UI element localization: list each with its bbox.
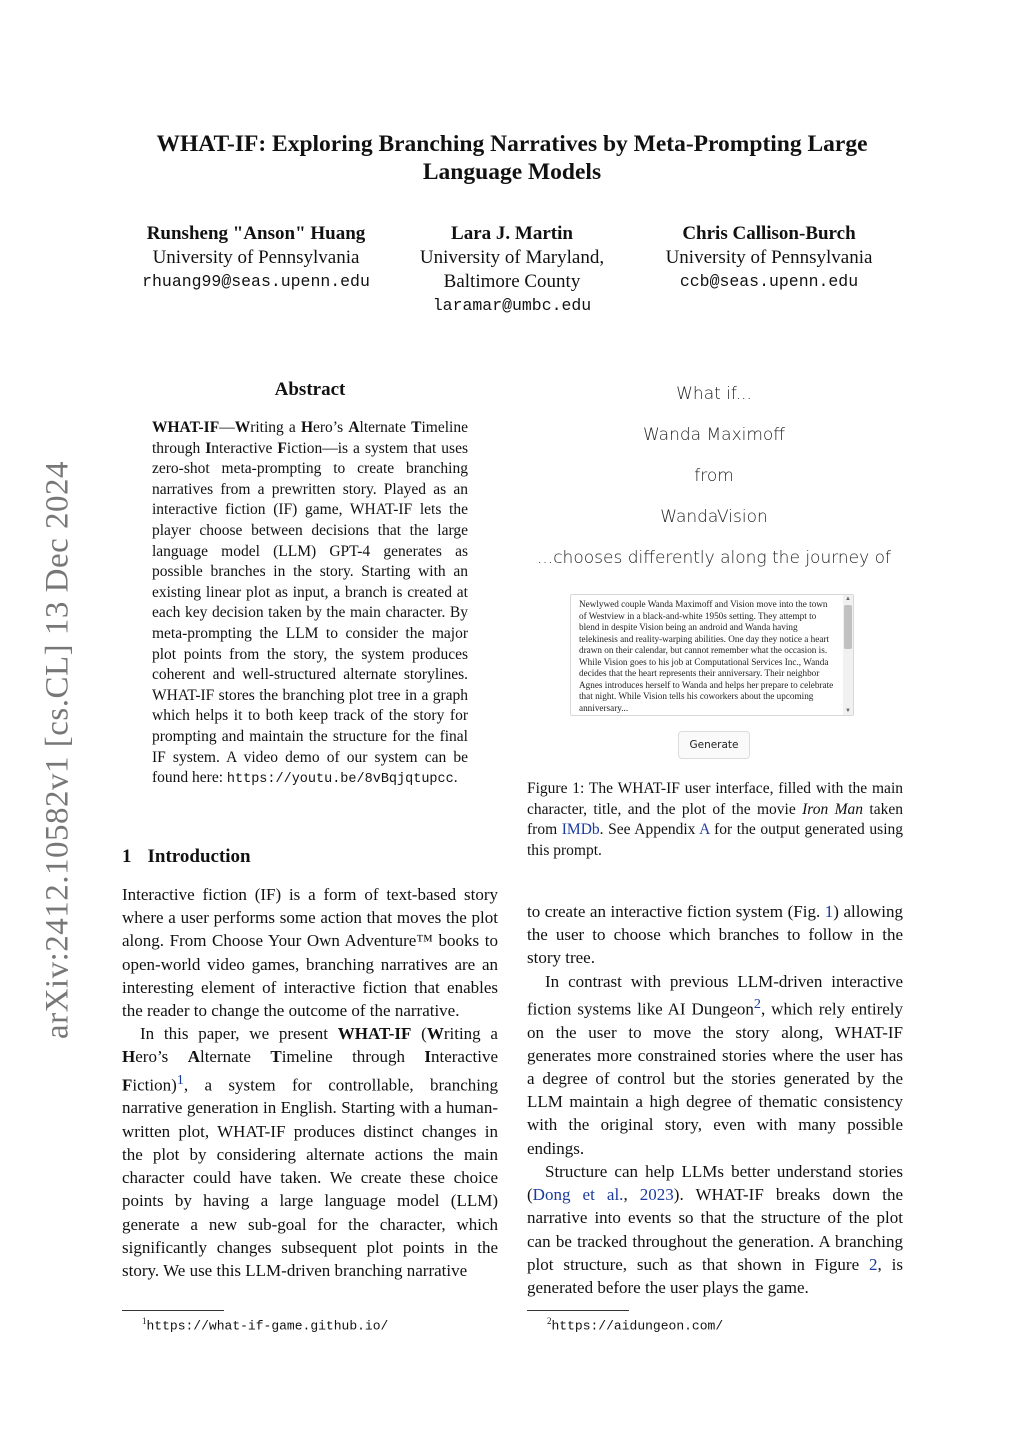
- scroll-up-icon[interactable]: ▲: [845, 596, 851, 602]
- author-affiliation: University of Pennsylvania: [152, 247, 360, 268]
- footnote-1: $^1$https://what-if-game.github.io/: [142, 1316, 389, 1334]
- plot-textarea[interactable]: [570, 594, 854, 716]
- abstract-heading: Abstract: [274, 379, 346, 400]
- author-block-2: [400, 222, 624, 318]
- generate-button[interactable]: Generate: [678, 731, 750, 759]
- arxiv-identifier: arXiv:2412.10582v1 [cs.CL] 13 Dec 2024: [39, 460, 76, 1040]
- footnote-ref[interactable]: 2: [753, 995, 761, 1012]
- from-label: from: [694, 466, 734, 486]
- author-name: Chris Callison-Burch: [682, 223, 856, 244]
- author-affiliation: University of Maryland,: [419, 247, 605, 268]
- figure-caption: Figure 1: The WHAT-IF user interface, filled with the main character, title, and the plot of the movie Iron Man taken from IMDb. See Appendix A for the output generated using this prompt.: [527, 780, 903, 860]
- appendix-link[interactable]: A: [699, 821, 710, 839]
- author-affiliation: University of Pennsylvania: [665, 247, 873, 268]
- paragraph: to create an interactive fiction system (Fig. 1) allowing the user to choose which branches to follow in the story tree.: [527, 902, 903, 968]
- what-if-label: What if...: [676, 384, 752, 404]
- author-email[interactable]: rhuang99@seas.upenn.edu: [142, 272, 370, 291]
- footnote-link[interactable]: https://aidungeon.com/: [551, 1318, 724, 1334]
- section-heading: 1 Introduction: [122, 846, 251, 867]
- author-email[interactable]: ccb@seas.upenn.edu: [679, 272, 859, 291]
- paragraph: In this paper, we present WHAT-IF (Writing a Hero’s Alternate Timeline through Interactive Fiction)$^1$, a system for controllable, branching narrative generation in English. Starting with a human-written plot, WHAT-IF produces distinct changes in the plot by considering alternate actions the main character could have taken. We create these choice points by having a large language model (LLM) generate a new sub-goal for the character, which significantly changes subsequent plot points in the story. We use this LLM-driven branching narrative: [122, 1024, 499, 1280]
- citation-link[interactable]: Dong et al.: [532, 1185, 624, 1205]
- paper-title: WHAT-IF: Exploring Branching Narratives by Meta-Prompting Large Language Models: [156, 131, 868, 185]
- paragraph: Interactive fiction (IF) is a form of text-based story where a user performs some action that moves the plot along. From Choose Your Own Adventure™ books to open-world video games, branching narratives are an interesting element of interactive fiction that enables the reader to change the outcome of the narrative.: [122, 885, 498, 1021]
- demo-text: A video demo of our system can be found here:: [152, 748, 468, 787]
- title-field[interactable]: WandaVision: [660, 507, 768, 527]
- intro-right-column: [527, 900, 903, 1299]
- character-field[interactable]: Wanda Maximoff: [642, 425, 786, 445]
- figure-ref[interactable]: 2: [869, 1254, 878, 1274]
- scroll-thumb[interactable]: [844, 605, 852, 649]
- intro-left-column: [122, 883, 498, 1282]
- footnote-ref[interactable]: 1: [176, 1071, 184, 1088]
- author-name: Lara J. Martin: [451, 223, 573, 244]
- footnote-rule: [122, 1310, 224, 1311]
- author-name: Runsheng "Anson" Huang: [146, 223, 366, 244]
- author-block-1: [122, 222, 390, 294]
- scroll-down-icon[interactable]: ▼: [845, 708, 851, 714]
- demo-link[interactable]: https://youtu.be/8vBqjqtupcc: [226, 772, 454, 788]
- figure-ref[interactable]: 1: [824, 902, 834, 921]
- paragraph: In contrast with previous LLM-driven interactive fiction systems like AI Dungeon$^2$, which rely entirely on the user to move the story along, WHAT-IF generates more constrained stories where the user has a degree of control but the stories generated by the LLM maintain a high degree of thematic consistency with the original story, even with many possible endings.: [527, 971, 904, 1158]
- footnote-rule: [527, 1310, 629, 1311]
- author-email[interactable]: laramar@umbc.edu: [432, 296, 592, 315]
- footnote-2: $^2$https://aidungeon.com/: [547, 1316, 724, 1334]
- footnote-link[interactable]: https://what-if-game.github.io/: [146, 1318, 389, 1334]
- author-affiliation-line2: Baltimore County: [443, 271, 581, 292]
- abstract-text: WHAT-IF—Writing a Hero’s Alternate Timeline through Interactive Fiction—is a system that uses zero-shot meta-prompting to create branching narratives from a prewritten story. Played as an interactive fiction (IF) game, WHAT-IF lets the player choose between decisions that the large language model (LLM) GPT-4 generates as possible branches in the story. Starting with an existing linear plot as input, a branch is created at each key decision taken by the main character. By meta-prompting the LLM to consider the major plot points from the story, the system produces coherent and well-structured alternate storylines. WHAT-IF stores the branching plot tree in a graph which helps it to both keep track of the story for prompting and maintain the structure for the final IF system. A video demo of our system can be found here: https://youtu.be/8vBqjqtupcc.: [152, 419, 468, 788]
- paragraph: Structure can help LLMs better understand stories (Dong et al., 2023). WHAT-IF breaks down the narrative into events so that the structure of the plot can be tracked throughout the generation. A branching plot structure, such as that shown in Figure 2, is generated before the user plays the game.: [527, 1161, 903, 1297]
- citation-year-link[interactable]: 2023: [639, 1185, 674, 1205]
- journey-label: ...chooses differently along the journey of: [537, 548, 891, 568]
- scrollbar[interactable]: [843, 595, 853, 715]
- plot-text: Newlywed couple Wanda Maximoff and Vision move into the town of Westview in a black-and-white 1950s setting. They attempt to blend in despite Vision being an android and Wanda having telekinesis and reality-warping abilities. One day they notice a heart drawn on their calendar, but cannot remember what the occasion is. While Vision goes to his job at Computational Services Inc., Wanda decides that the heart represents their anniversary. Their neighbor Agnes introduces herself to Wanda and helps her prepare to celebrate that night. While Vision tells his coworkers about the upcoming anniversary...: [579, 599, 834, 713]
- figure-1-ui: [522, 380, 906, 585]
- imdb-link[interactable]: IMDb: [561, 821, 600, 839]
- author-block-3: [636, 222, 902, 294]
